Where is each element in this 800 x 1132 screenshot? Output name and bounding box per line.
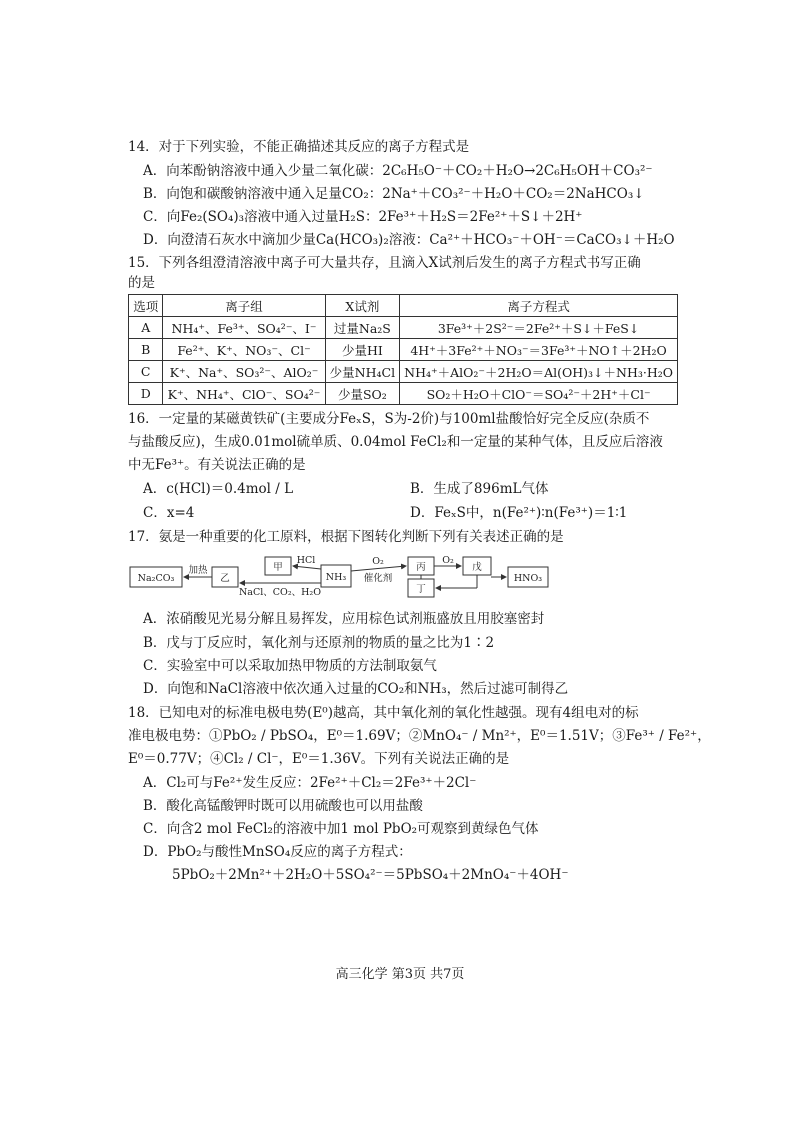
q17-option-b: B．戊与丁反应时，氧化剂与还原剂的物质的量之比为1∶2: [143, 635, 495, 651]
q15-stem-line2: 的是: [128, 275, 155, 291]
q15-table-header: [129, 295, 678, 317]
bing-label: 丙: [416, 562, 426, 573]
hcl-label: HCl: [296, 555, 316, 566]
q15-table: [128, 294, 678, 405]
q18-option-d: D．PbO₂与酸性MnSO₄反应的离子方程式：: [143, 844, 412, 860]
ding-label: 丁: [416, 584, 426, 595]
row-equation: SO₂＋H₂O＋ClO⁻＝SO₄²⁻＋2H⁺＋Cl⁻: [400, 383, 678, 405]
q17-option-c: C．实验室中可以采取加热甲物质的方法制取氨气: [143, 658, 437, 674]
yi-reagents-label: NaCl、CO₂、H₂O: [238, 587, 322, 598]
row-equation: 4H⁺＋3Fe²⁺＋NO₃⁻＝3Fe³⁺＋NO↑＋2H₂O: [400, 339, 678, 361]
q17-option-a: A．浓硝酸见光易分解且易挥发，应用棕色试剂瓶盛放且用胶塞密封: [143, 611, 545, 627]
header-ion-group: 离子组: [163, 295, 325, 317]
table-row: [129, 383, 678, 405]
hno3-label: HNO₃: [513, 573, 543, 584]
o2-label: O₂: [372, 556, 384, 567]
hcl-arrow: [293, 566, 321, 569]
q16-option-b: B．生成了896mL气体: [410, 481, 549, 497]
q18-equation: 5PbO₂＋2Mn²⁺＋2H₂O＋5SO₄²⁻＝5PbSO₄＋2MnO₄⁻＋4OH⁻: [172, 867, 569, 883]
header-equation: 离子方程式: [400, 295, 678, 317]
q18-line2: 准电极电势：①PbO₂ / PbSO₄，E⁰＝1.69V；②MnO₄⁻ / Mn²⁺，E⁰＝1.51V；③Fe³⁺ / Fe²⁺，: [128, 728, 711, 744]
jia-label: 甲: [273, 562, 283, 573]
row-equation: 3Fe³⁺＋2S²⁻＝2Fe²⁺＋S↓＋FeS↓: [400, 317, 678, 339]
page-footer: 高三化学 第3页 共7页: [335, 967, 465, 982]
row-option: C: [129, 361, 163, 383]
q14-option-a: A．向苯酚钠溶液中通入少量二氧化碳：2C₆H₅O⁻＋CO₂＋H₂O→2C₆H₅OH＋CO₃²⁻: [143, 163, 653, 179]
row-ion-group: NH₄⁺、Fe³⁺、SO₄²⁻、I⁻: [163, 317, 325, 339]
row-reagent: 少量NH₄Cl: [325, 361, 400, 383]
q16-option-c: C．x=4: [143, 505, 195, 521]
q18-option-b: B．酸化高锰酸钾时既可以用硫酸也可以用盐酸: [143, 798, 423, 814]
heat-label: 加热: [188, 565, 208, 576]
q16-line1: 16．一定量的某磁黄铁矿(主要成分FeₓS，S为-2价)与100ml盐酸恰好完全反应(杂质不: [128, 411, 650, 427]
header-option: 选项: [129, 295, 163, 317]
q18-line1: 18．已知电对的标准电极电势(E⁰)越高，其中氧化剂的氧化性越强。现有4组电对的标: [128, 705, 639, 721]
q16-option-a: A．c(HCl)＝0.4mol / L: [143, 481, 294, 497]
row-ion-group: Fe²⁺、K⁺、NO₃⁻、Cl⁻: [163, 339, 325, 361]
q14-stem: 14．对于下列实验，不能正确描述其反应的离子方程式是: [128, 139, 470, 155]
o2-b-label: O₂: [442, 555, 454, 566]
q17-stem: 17．氨是一种重要的化工原料，根据下图转化判断下列有关表述正确的是: [128, 529, 564, 545]
row-ion-group: K⁺、Na⁺、SO₃²⁻、AlO₂⁻: [163, 361, 325, 383]
row-ion-group: K⁺、NH₄⁺、ClO⁻、SO₄²⁻: [163, 383, 325, 405]
header-reagent: X试剂: [325, 295, 400, 317]
yi-label: 乙: [220, 573, 230, 584]
table-row: [129, 361, 678, 383]
q18-line3: E⁰＝0.77V；④Cl₂ / Cl⁻，E⁰＝1.36V。下列有关说法正确的是: [128, 751, 510, 767]
q17-option-d: D．向饱和NaCl溶液中依次通入过量的CO₂和NH₃，然后过滤可制得乙: [143, 681, 569, 697]
table-row: [129, 339, 678, 361]
row-reagent: 少量HI: [325, 339, 400, 361]
nh3-label: NH₃: [325, 572, 347, 583]
q18-option-c: C．向含2 mol FeCl₂的溶液中加1 mol PbO₂可观察到黄绿色气体: [143, 821, 539, 837]
q14-option-b: B．向饱和碳酸钠溶液中通入足量CO₂：2Na⁺＋CO₃²⁻＋H₂O＋CO₂＝2NaHCO₃↓: [143, 186, 645, 202]
q18-option-a: A．Cl₂可与Fe²⁺发生反应：2Fe²⁺＋Cl₂＝2Fe³⁺＋2Cl⁻: [143, 775, 477, 791]
row-option: A: [129, 317, 163, 339]
q16-line2: 与盐酸反应)，生成0.01mol硫单质、0.04mol FeCl₂和一定量的某种气体，且反应后溶液: [128, 434, 663, 450]
ammonia-conversion-diagram: [128, 555, 568, 599]
row-reagent: 少量SO₂: [325, 383, 400, 405]
row-option: D: [129, 383, 163, 405]
q15-stem-line1: 15．下列各组澄清溶液中离子可大量共存，且滴入X试剂后发生的离子方程式书写正确: [128, 255, 641, 271]
q14-option-d: D．向澄清石灰水中滴加少量Ca(HCO₃)₂溶液：Ca²⁺＋HCO₃⁻＋OH⁻＝CaCO₃↓＋H₂O: [143, 232, 675, 248]
wu-label: 戊: [472, 562, 482, 573]
row-reagent: 过量Na₂S: [325, 317, 400, 339]
row-equation: NH₄⁺＋AlO₂⁻＋2H₂O＝Al(OH)₃↓＋NH₃·H₂O: [400, 361, 678, 383]
row-option: B: [129, 339, 163, 361]
q16-line3: 中无Fe³⁺。有关说法正确的是: [128, 457, 306, 473]
catalyst-label: 催化剂: [363, 573, 393, 584]
q14-option-c: C．向Fe₂(SO₄)₃溶液中通入过量H₂S：2Fe³⁺＋H₂S＝2Fe²⁺＋S↓＋2H⁺: [143, 209, 583, 225]
na2co3-label: Na₂CO₃: [137, 573, 175, 584]
q16-option-d: D．FeₓS中，n(Fe²⁺)∶n(Fe³⁺)＝1∶1: [410, 505, 628, 521]
table-row: [129, 317, 678, 339]
